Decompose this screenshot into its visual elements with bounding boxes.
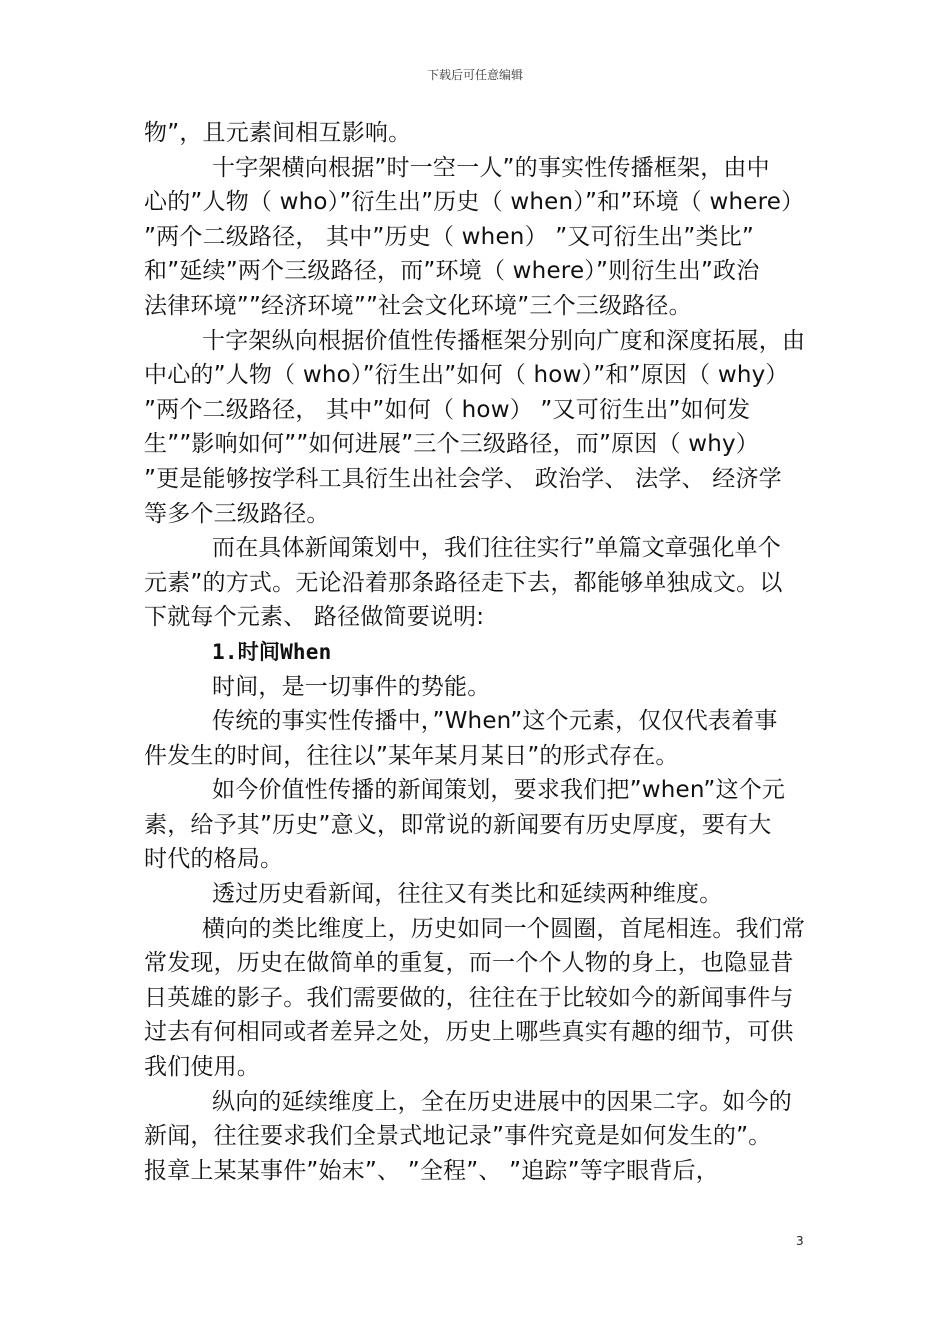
body-line: 时间，是一切事件的势能。	[212, 673, 491, 700]
body-line: ”两个二级路径， 其中”历史（ when） ”又可衍生出”类比”	[144, 223, 755, 250]
body-line: 下就每个元素、 路径做简要说明:	[144, 604, 485, 631]
body-line: 和”延续”两个三级路径，而”环境（ where）”则衍生出”政治	[144, 258, 760, 285]
body-line: 件发生的时间，往往以”某年某月某日”的形式存在。	[144, 742, 679, 769]
body-line: 等多个三级路径。	[144, 500, 330, 527]
body-line: 报章上某某事件”始末”、 ”全程”、 ”追踪”等字眼背后，	[144, 1157, 719, 1184]
body-line: 物”，且元素间相互影响。	[144, 120, 412, 146]
body-line: 中心的”人物（ who）”衍生出”如何（ how）”和”原因（ why）	[144, 362, 789, 389]
document-body	[144, 116, 808, 1188]
body-line: 过去有何相同或者差异之处，历史上哪些真实有趣的细节，可供	[144, 1019, 794, 1046]
body-line: 纵向的延续维度上，全在历史进展中的因果二字。如今的	[212, 1088, 792, 1115]
body-line: 新闻，往往要求我们全景式地记录”事件究竟是如何发生的”。	[144, 1123, 772, 1150]
body-line: ”两个二级路径， 其中”如何（ how） ”又可衍生出”如何发	[144, 396, 751, 423]
body-line: 我们使用。	[144, 1054, 260, 1081]
page-number: 3	[796, 1234, 804, 1248]
body-line: 透过历史看新闻，往往又有类比和延续两种维度。	[212, 881, 723, 908]
body-line: 法律环境””经济环境””社会文化环境”三个三级路径。	[144, 292, 692, 319]
body-line: 时代的格局。	[144, 846, 284, 873]
body-line: ”更是能够按学科工具衍生出社会学、 政治学、 法学、 经济学	[144, 465, 782, 492]
body-line: 如今价值性传播的新闻策划，要求我们把”when”这个元	[212, 777, 786, 804]
page-header: 下载后可任意编辑	[426, 68, 523, 82]
body-line: 常发现，历史在做简单的重复，而一个个人物的身上，也隐显昔	[144, 950, 794, 977]
body-line: 横向的类比维度上，历史如同一个圆圈，首尾相连。我们常	[202, 915, 806, 942]
body-line: 素，给予其”历史”意义，即常说的新闻要有历史厚度，要有大	[144, 811, 772, 838]
body-line: 日英雄的影子。我们需要做的，往往在于比较如今的新闻事件与	[144, 984, 794, 1011]
section-heading: 1.时间When	[212, 639, 332, 664]
body-line: 生””影响如何””如何进展”三个三级路径，而”原因（ why）	[144, 431, 760, 458]
body-line: 传统的事实性传播中，”When”这个元素，仅仅代表着事	[212, 708, 778, 735]
body-line: 十字架横向根据”时一空一人”的事实性传播框架，由中	[212, 154, 770, 181]
body-line: 而在具体新闻策划中，我们往往实行”单篇文章强化单个	[212, 535, 781, 562]
body-line: 元素”的方式。无论沿着那条路径走下去，都能够单独成文。以	[144, 569, 783, 596]
body-line: 心的”人物（ who）”衍生出”历史（ when）”和”环境（ where）	[144, 189, 805, 216]
body-line: 十字架纵向根据价值性传播框架分别向广度和深度拓展，由	[202, 327, 806, 354]
